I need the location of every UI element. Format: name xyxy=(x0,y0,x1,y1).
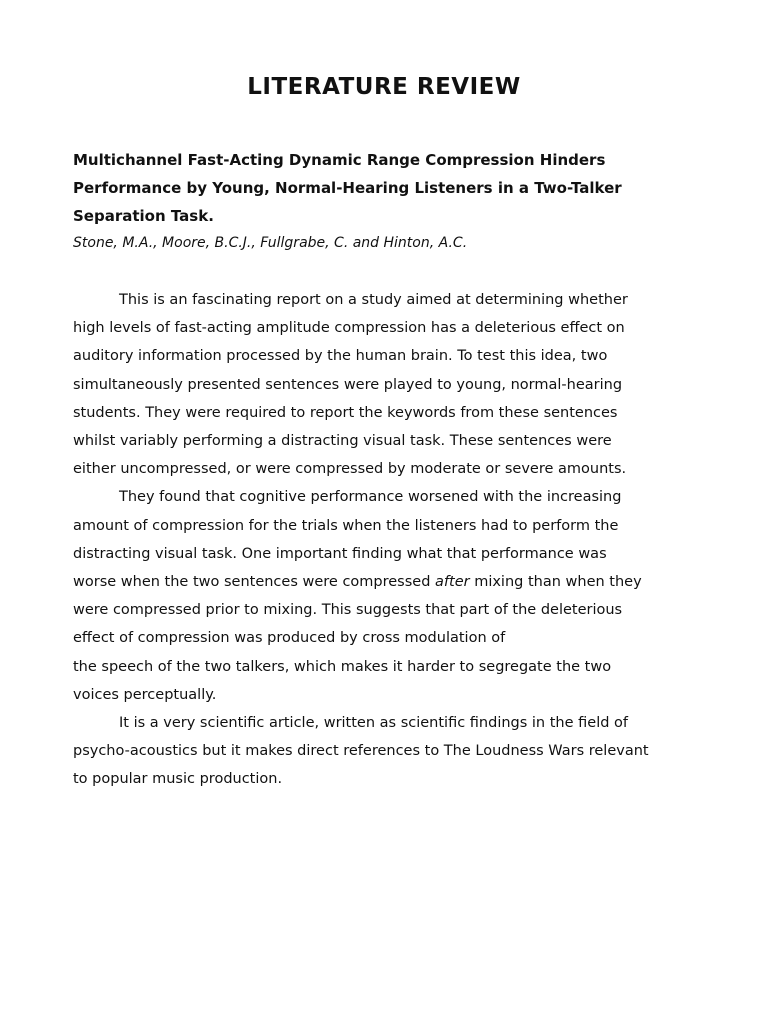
text-segment: worse when the two sentences were compressed xyxy=(73,574,436,591)
paragraph-line: were compressed prior to mixing. This suggests that part of the deleterious xyxy=(73,602,623,619)
paragraph-line: either uncompressed, or were compressed by moderate or severe amounts. xyxy=(73,461,627,478)
paragraph-line: whilst variably performing a distracting visual task. These sentences were xyxy=(73,433,612,450)
paragraph-line: auditory information processed by the human brain. To test this idea, two xyxy=(73,348,608,365)
text-segment: mixing than when they xyxy=(469,574,642,591)
article-authors: Stone, M.A., Moore, B.C.J., Fullgrabe, C. and Hinton, A.C. xyxy=(73,235,468,251)
article-title-line: Multichannel Fast-Acting Dynamic Range Compression Hinders xyxy=(73,151,606,169)
paragraph-line: This is an fascinating report on a study aimed at determining whether xyxy=(119,292,628,308)
paragraph-line: They found that cognitive performance worsened with the increasing xyxy=(119,489,622,506)
emphasized-word: after xyxy=(435,574,470,591)
paragraph-line: simultaneously presented sentences were played to young, normal-hearing xyxy=(73,376,623,393)
paragraph-line: students. They were required to report the keywords from these sentences xyxy=(73,404,618,421)
paragraph-line-emphasis xyxy=(73,568,713,596)
article-title xyxy=(73,146,713,230)
paragraph-line: the speech of the two talkers, which makes it harder to segregate the two xyxy=(73,658,612,675)
paragraph-line: It is a very scientific article, written as scientific findings in the field of xyxy=(119,715,629,732)
paragraph-line: distracting visual task. One important finding what that performance was xyxy=(73,545,607,562)
article-title-line: Performance by Young, Normal-Hearing Listeners in a Two-Talker xyxy=(73,179,622,197)
article-title-line: Separation Task. xyxy=(73,207,214,225)
paragraph-line: voices perceptually. xyxy=(73,686,217,703)
document-heading: LITERATURE REVIEW xyxy=(247,74,521,100)
paragraph-line: psycho-acoustics but it makes direct references to The Loudness Wars relevant xyxy=(73,743,649,760)
paragraph-2 xyxy=(73,483,713,709)
paragraph-line: amount of compression for the trials when the listeners had to perform the xyxy=(73,517,619,534)
paragraph-3 xyxy=(73,709,713,794)
review-body xyxy=(73,286,713,794)
paragraph-line: to popular music production. xyxy=(73,771,283,788)
paragraph-1 xyxy=(73,286,713,483)
paragraph-line: effect of compression was produced by cross modulation of xyxy=(73,630,506,647)
paragraph-line: high levels of fast-acting amplitude compression has a deleterious effect on xyxy=(73,320,625,337)
